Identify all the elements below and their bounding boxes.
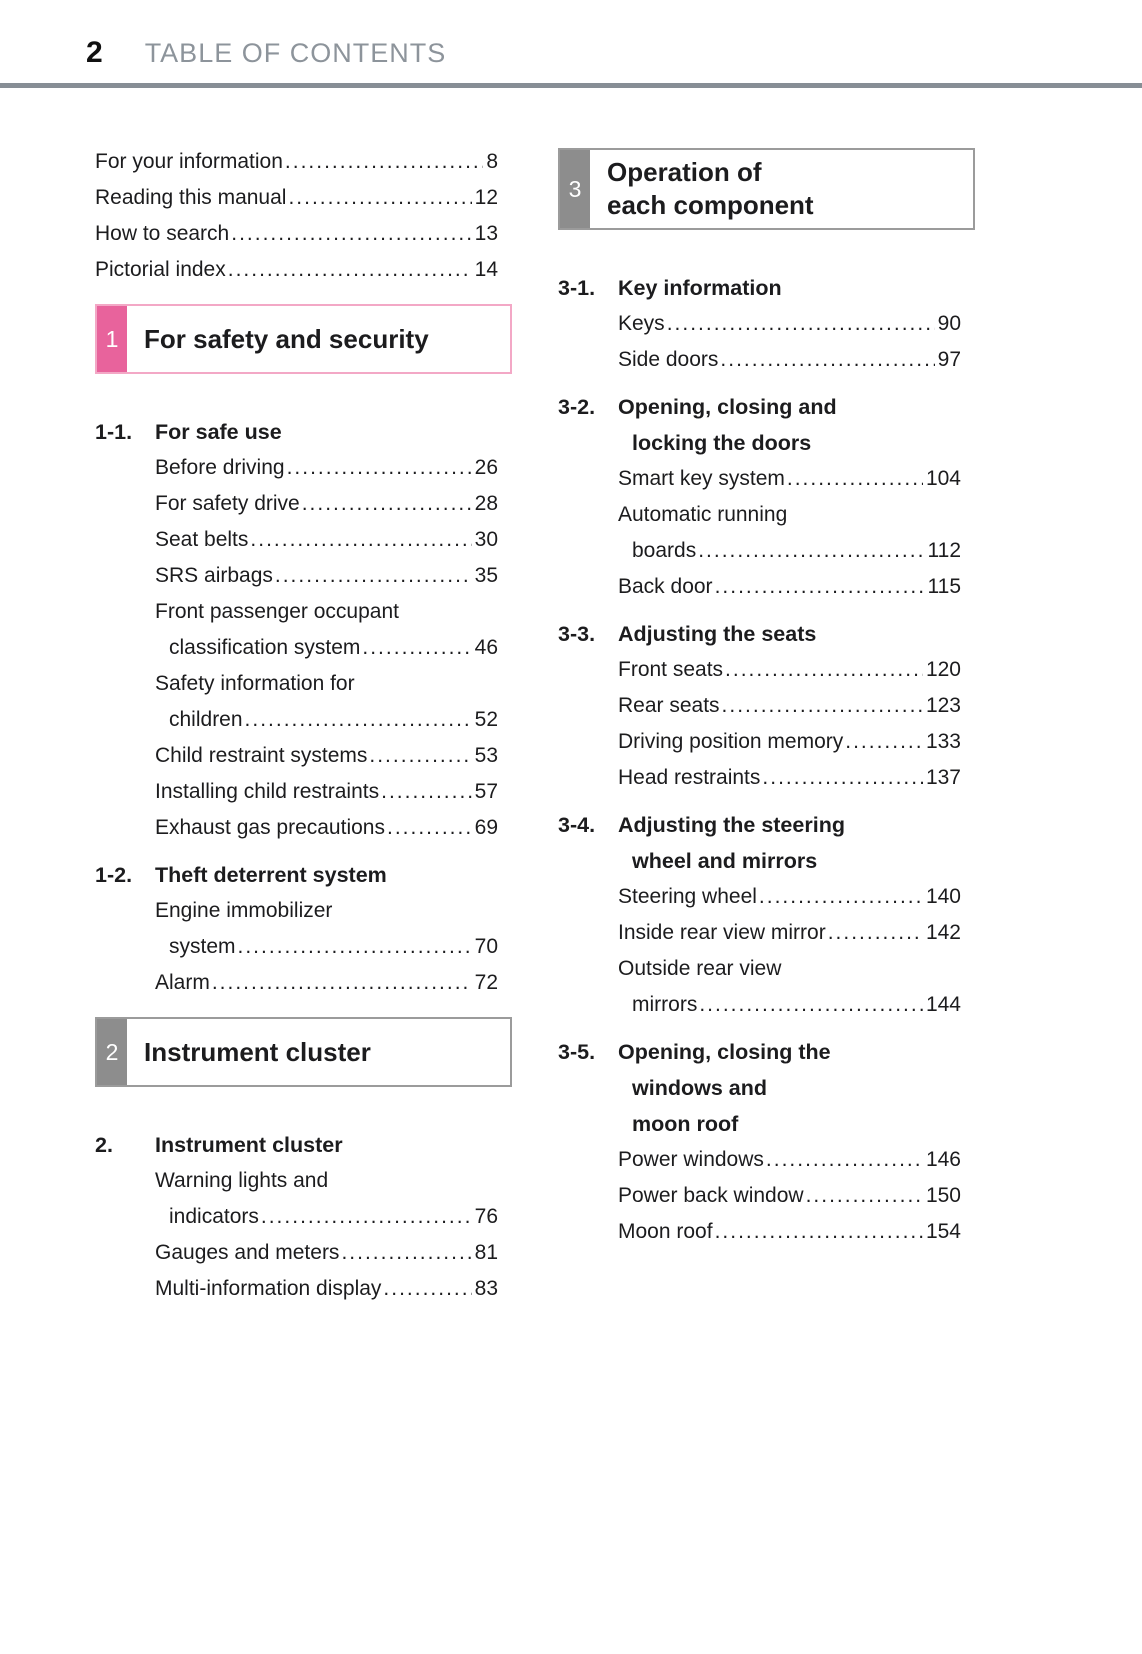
toc-entry-page: 76	[474, 1205, 498, 1228]
toc-entry-page: 14	[474, 258, 498, 281]
toc-entry-text: For safety drive	[155, 492, 300, 515]
toc-entry-text: Driving position memory	[618, 730, 844, 753]
toc-entry-text: mirrors	[632, 993, 698, 1016]
section-heading	[95, 1127, 512, 1163]
toc-section	[558, 270, 975, 378]
section-number: 3-5.	[558, 1040, 596, 1064]
toc-entry	[95, 144, 512, 180]
dot-leader	[762, 760, 923, 796]
toc-section	[95, 1127, 512, 1307]
toc-entry	[618, 652, 975, 688]
toc-entry-page: 13	[474, 222, 498, 245]
toc-entry-text: Safety information for	[155, 672, 355, 695]
toc-entry	[155, 1163, 512, 1235]
toc-entry-text: Rear seats	[618, 694, 720, 717]
section-heading	[558, 1034, 975, 1142]
section-title: Theft deterrent system	[155, 863, 387, 887]
toc-entry-row	[618, 569, 975, 605]
dot-leader	[275, 558, 472, 594]
toc-entry-text: Inside rear view mirror	[618, 921, 826, 944]
section-number: 3-3.	[558, 622, 596, 646]
toc-entry-row	[618, 724, 975, 760]
toc-entry-row	[95, 180, 512, 216]
toc-entry	[618, 879, 975, 915]
toc-entry-page: 52	[474, 708, 498, 731]
toc-entry-text: Power back window	[618, 1184, 804, 1207]
section-heading	[95, 857, 512, 893]
toc-entry-row	[155, 1199, 512, 1235]
toc-column-left	[95, 144, 512, 1307]
toc-section	[558, 807, 975, 1023]
dot-leader	[383, 1271, 471, 1307]
toc-entry-text: Keys	[618, 312, 665, 335]
section-title: Opening, closing and locking the doors	[618, 395, 837, 455]
toc-columns	[0, 88, 1142, 1367]
toc-section	[558, 616, 975, 796]
section-number: 3-1.	[558, 276, 596, 300]
toc-column-right	[558, 144, 975, 1307]
toc-entry-page: 112	[927, 539, 961, 562]
toc-entry-row	[155, 522, 512, 558]
dot-leader	[715, 1214, 923, 1250]
toc-entry-text: Side doors	[618, 348, 719, 371]
chapter-number-tab: 1	[97, 306, 127, 372]
toc-entry-page: 69	[474, 816, 498, 839]
dot-leader	[302, 486, 472, 522]
toc-entry	[618, 1142, 975, 1178]
section-number: 1-2.	[95, 863, 133, 887]
toc-entry	[155, 965, 512, 1001]
toc-entry-row	[155, 965, 512, 1001]
dot-leader	[759, 879, 923, 915]
section-number: 2.	[95, 1133, 113, 1157]
toc-entry-page: 28	[474, 492, 498, 515]
toc-entry-row	[95, 252, 512, 288]
dot-leader	[387, 810, 472, 846]
section-title: For safe use	[155, 420, 282, 444]
section-heading	[558, 389, 975, 461]
toc-entry-page: 146	[925, 1148, 961, 1171]
toc-entry-row	[155, 738, 512, 774]
toc-entry-row	[618, 915, 975, 951]
toc-entry	[155, 774, 512, 810]
chapter-banner	[95, 1017, 512, 1087]
toc-entry-row	[618, 652, 975, 688]
toc-entry-text: Gauges and meters	[155, 1241, 340, 1264]
dot-leader	[245, 702, 472, 738]
chapter-title: Instrument cluster	[144, 1036, 371, 1067]
toc-entry-text: Before driving	[155, 456, 285, 479]
toc-entry-page: 144	[925, 993, 961, 1016]
dot-leader	[238, 929, 472, 965]
toc-entry-text: SRS airbags	[155, 564, 273, 587]
toc-entry	[155, 450, 512, 486]
toc-entry-text: How to search	[95, 222, 230, 245]
toc-entry	[155, 1235, 512, 1271]
toc-entry-row	[95, 216, 512, 252]
dot-leader	[369, 738, 471, 774]
intro-entries	[95, 144, 512, 288]
section-title: Opening, closing the windows and moon roof	[618, 1040, 831, 1136]
toc-entry	[95, 180, 512, 216]
chapter-title: For safety and security	[144, 323, 429, 354]
toc-entry-page: 26	[474, 456, 498, 479]
toc-entry-row	[618, 760, 975, 796]
dot-leader	[722, 688, 923, 724]
toc-entry	[618, 461, 975, 497]
toc-entry	[155, 893, 512, 965]
dot-leader	[720, 342, 934, 378]
toc-entry-row	[155, 1235, 512, 1271]
toc-entry-text: Multi-information display	[155, 1277, 382, 1300]
toc-entry-text: Head restraints	[618, 766, 761, 789]
toc-entry-row	[155, 702, 512, 738]
dot-leader	[698, 533, 924, 569]
toc-section	[95, 414, 512, 846]
toc-entry	[618, 951, 975, 1023]
toc-entry-row	[618, 342, 975, 378]
dot-leader	[250, 522, 471, 558]
toc-entry-text: Steering wheel	[618, 885, 757, 908]
toc-entry-row	[155, 1271, 512, 1307]
toc-entry-row	[618, 461, 975, 497]
section-heading	[95, 414, 512, 450]
dot-leader	[787, 461, 923, 497]
dot-leader	[725, 652, 923, 688]
toc-entry-page: 104	[925, 467, 961, 490]
toc-section	[558, 1034, 975, 1250]
toc-entry-page: 12	[474, 186, 498, 209]
toc-entry-page: 53	[474, 744, 498, 767]
toc-entry-text: Alarm	[155, 971, 210, 994]
toc-entry-page: 142	[925, 921, 961, 944]
dot-leader	[667, 306, 935, 342]
toc-entry	[155, 666, 512, 738]
section-heading	[558, 270, 975, 306]
dot-leader	[806, 1178, 923, 1214]
toc-entry-page: 120	[925, 658, 961, 681]
toc-entry-text: classification system	[169, 636, 361, 659]
chapter-banner	[95, 304, 512, 374]
toc-entry-text: Front seats	[618, 658, 724, 681]
section-number: 3-4.	[558, 813, 596, 837]
toc-section	[558, 389, 975, 605]
dot-leader	[845, 724, 923, 760]
toc-entry	[618, 724, 975, 760]
dot-leader	[212, 965, 472, 1001]
toc-entry-row	[618, 1142, 975, 1178]
toc-entry-page: 137	[925, 766, 961, 789]
toc-entry-page: 140	[925, 885, 961, 908]
page-title: TABLE OF CONTENTS	[144, 38, 447, 68]
toc-entry	[155, 810, 512, 846]
toc-entry-text: Engine immobilizer	[155, 899, 333, 922]
dot-leader	[828, 915, 923, 951]
toc-entry-page: 83	[474, 1277, 498, 1300]
dot-leader	[285, 144, 483, 180]
toc-entry-row	[155, 630, 512, 666]
toc-entry-page: 70	[474, 935, 498, 958]
section-number: 1-1.	[95, 420, 133, 444]
toc-entry	[155, 522, 512, 558]
toc-entry-row	[155, 774, 512, 810]
toc-entry	[618, 760, 975, 796]
toc-entry-row	[155, 810, 512, 846]
dot-leader	[288, 180, 471, 216]
toc-entry-page: 8	[486, 150, 498, 173]
toc-entry-text: Power windows	[618, 1148, 764, 1171]
section-title: Adjusting the seats	[618, 622, 817, 646]
toc-entry-page: 133	[925, 730, 961, 753]
dot-leader	[766, 1142, 923, 1178]
toc-entry-row	[618, 1178, 975, 1214]
dot-leader	[287, 450, 472, 486]
toc-entry-page: 72	[474, 971, 498, 994]
toc-entry	[155, 594, 512, 666]
section-title: Adjusting the steering wheel and mirrors	[618, 813, 845, 873]
toc-entry-row	[618, 879, 975, 915]
toc-entry-text: Child restraint systems	[155, 744, 368, 767]
toc-entry-row	[618, 987, 975, 1023]
dot-leader	[228, 252, 472, 288]
toc-entry-text: For your information	[95, 150, 283, 173]
dot-leader	[715, 569, 925, 605]
toc-entry-row	[618, 688, 975, 724]
dot-leader	[261, 1199, 472, 1235]
chapter-number-tab: 3	[560, 150, 590, 228]
toc-entry	[618, 306, 975, 342]
toc-entry-text: Smart key system	[618, 467, 785, 490]
dot-leader	[381, 774, 472, 810]
toc-entry-page: 115	[927, 575, 961, 598]
toc-entry-text: Installing child restraints	[155, 780, 380, 803]
dot-leader	[362, 630, 471, 666]
toc-entry-row	[155, 558, 512, 594]
chapter-title: Operation of each component	[607, 157, 814, 220]
section-title: Key information	[618, 276, 782, 300]
toc-entry	[618, 915, 975, 951]
toc-entry	[155, 1271, 512, 1307]
dot-leader	[231, 216, 471, 252]
toc-entry-row	[155, 929, 512, 965]
toc-entry-text: Back door	[618, 575, 713, 598]
toc-entry	[618, 569, 975, 605]
toc-entry	[95, 216, 512, 252]
toc-entry-page: 57	[474, 780, 498, 803]
toc-entry	[618, 342, 975, 378]
toc-entry-row	[95, 144, 512, 180]
toc-entry	[618, 1178, 975, 1214]
section-title: Instrument cluster	[155, 1133, 343, 1157]
toc-entry	[618, 497, 975, 569]
page-header	[0, 0, 1142, 70]
toc-entry-text: Automatic running	[618, 503, 788, 526]
toc-entry-row	[618, 533, 975, 569]
toc-entry-text: Reading this manual	[95, 186, 287, 209]
section-heading	[558, 807, 975, 879]
toc-entry-page: 46	[474, 636, 498, 659]
page-number: 2	[86, 36, 103, 69]
toc-entry	[618, 1214, 975, 1250]
toc-entry	[155, 558, 512, 594]
toc-entry-text: children	[169, 708, 243, 731]
toc-entry-text: Pictorial index	[95, 258, 226, 281]
toc-entry	[618, 688, 975, 724]
toc-entry-page: 30	[474, 528, 498, 551]
toc-entry	[155, 738, 512, 774]
section-number: 3-2.	[558, 395, 596, 419]
toc-entry-page: 150	[925, 1184, 961, 1207]
toc-entry-text: Moon roof	[618, 1220, 713, 1243]
toc-entry-page: 35	[474, 564, 498, 587]
toc-entry-row	[155, 450, 512, 486]
toc-entry	[95, 252, 512, 288]
toc-entry-row	[618, 1214, 975, 1250]
toc-entry-text: Exhaust gas precautions	[155, 816, 385, 839]
toc-entry-page: 123	[925, 694, 961, 717]
toc-entry	[155, 486, 512, 522]
toc-entry-text: boards	[632, 539, 697, 562]
dot-leader	[341, 1235, 471, 1271]
toc-entry-page: 154	[925, 1220, 961, 1243]
toc-entry-row	[155, 486, 512, 522]
toc-section	[95, 857, 512, 1001]
toc-entry-text: Seat belts	[155, 528, 249, 551]
toc-entry-page: 90	[937, 312, 961, 335]
toc-entry-text: Outside rear view	[618, 957, 782, 980]
chapter-banner	[558, 148, 975, 230]
toc-entry-text: indicators	[169, 1205, 259, 1228]
toc-entry-text: Warning lights and	[155, 1169, 329, 1192]
toc-entry-text: Front passenger occupant	[155, 600, 399, 623]
toc-entry-page: 97	[937, 348, 961, 371]
toc-entry-text: system	[169, 935, 236, 958]
section-heading	[558, 616, 975, 652]
dot-leader	[699, 987, 923, 1023]
chapter-number-tab: 2	[97, 1019, 127, 1085]
toc-entry-page: 81	[474, 1241, 498, 1264]
toc-entry-row	[618, 306, 975, 342]
